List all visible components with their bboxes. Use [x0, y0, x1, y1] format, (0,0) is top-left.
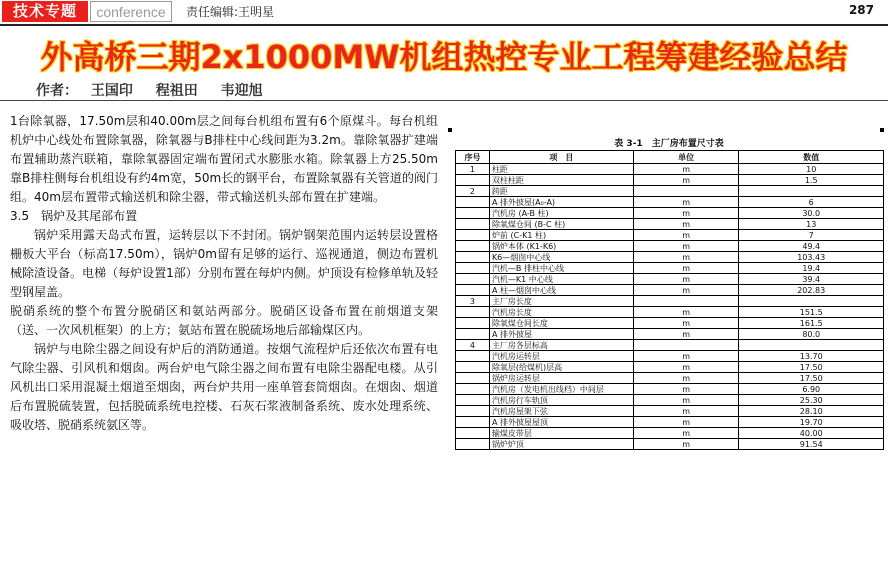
table-cell: m — [633, 219, 739, 230]
table-cell: m — [633, 318, 739, 329]
table-cell: m — [633, 241, 739, 252]
table-cell: m — [633, 395, 739, 406]
table-cell: m — [633, 362, 739, 373]
table-cell — [456, 395, 490, 406]
table-cell — [456, 406, 490, 417]
table-row — [456, 351, 884, 362]
table-cell — [739, 340, 884, 351]
table-row — [456, 340, 884, 351]
table-cell — [456, 285, 490, 296]
table-row — [456, 186, 884, 197]
article-body — [10, 112, 438, 435]
table-row — [456, 428, 884, 439]
dimension-table — [455, 150, 884, 450]
table-cell: 炉前 (C-K1 柱) — [489, 230, 633, 241]
table-cell: 17.50 — [739, 373, 884, 384]
table-cell: 汽机房 (A-B 柱) — [489, 208, 633, 219]
table-cell: 7 — [739, 230, 884, 241]
table-cell: 汽机—B 排柱中心线 — [489, 263, 633, 274]
table-cell: 17.50 — [739, 362, 884, 373]
table-cell: 柱距 — [489, 164, 633, 175]
table-cell — [456, 230, 490, 241]
table-cell: m — [633, 373, 739, 384]
table-cell: m — [633, 274, 739, 285]
table-cell — [456, 274, 490, 285]
table-cell: A 柱—烟囱中心线 — [489, 285, 633, 296]
table-row — [456, 241, 884, 252]
table-cell — [456, 417, 490, 428]
table-cell — [456, 428, 490, 439]
column-header: 项 目 — [489, 151, 633, 164]
table-cell: m — [633, 428, 739, 439]
table-cell: 39.4 — [739, 274, 884, 285]
table-cell: A 排外披屋屋顶 — [489, 417, 633, 428]
table-cell: 汽机房屋架下弦 — [489, 406, 633, 417]
table-cell: m — [633, 230, 739, 241]
table-cell: 80.0 — [739, 329, 884, 340]
table-cell: m — [633, 175, 739, 186]
table-cell: m — [633, 406, 739, 417]
column-marker — [448, 128, 452, 132]
column-header: 数值 — [739, 151, 884, 164]
author-name: 韦迎旭 — [220, 83, 263, 99]
table-cell: K6—烟囱中心线 — [489, 252, 633, 263]
section-tag: 技术专题 — [2, 1, 88, 22]
table-cell — [456, 384, 490, 395]
table-cell — [456, 197, 490, 208]
table-cell — [456, 263, 490, 274]
body-paragraph: 脱硝系统的整个布置分脱硝区和氨站两部分。脱硝区设备布置在前烟道支架（送、一次风机框架）的上方；氨站布置在脱硫场地后部输煤区内。 — [10, 304, 438, 337]
table-row — [456, 164, 884, 175]
table-cell: 汽机房长度 — [489, 307, 633, 318]
table-row — [456, 417, 884, 428]
table-cell: 40.00 — [739, 428, 884, 439]
table-cell: 锅炉房运转层 — [489, 373, 633, 384]
table-row — [456, 384, 884, 395]
table-cell: 锅炉本体 (K1-K6) — [489, 241, 633, 252]
table-cell: m — [633, 439, 739, 450]
table-cell — [456, 362, 490, 373]
table-row — [456, 285, 884, 296]
table-row — [456, 208, 884, 219]
article-title: 外高桥三期2x1000MW机组热控专业工程筹建经验总结 — [40, 38, 848, 76]
table-cell: m — [633, 351, 739, 362]
table-cell — [739, 186, 884, 197]
table-cell — [456, 439, 490, 450]
column-header: 单位 — [633, 151, 739, 164]
table-cell: m — [633, 252, 739, 263]
table-row — [456, 373, 884, 384]
body-paragraph: 1台除氧器，17.50m层和40.00m层之间每台机组布置有6个原煤斗。每台机组机炉中心线处布置除氧器，除氧器与B排柱中心线间距为3.2m。靠除氧器扩建端布置辅助蒸汽联箱，靠除氧器固定端布置闭式水膨胀水箱。除氧器上方25.50m靠B排柱侧每台机组设有约4m宽，50m长的钢平台，布置除氧器有关管道的阀门组。40m层布置带式输送机和除尘器，带式输送机头部布置在扩建端。 — [10, 114, 438, 204]
page-header — [0, 0, 888, 24]
table-cell: 双柱柱距 — [489, 175, 633, 186]
table-cell: A 排外披屋 — [489, 329, 633, 340]
table-cell — [456, 318, 490, 329]
header-rule — [0, 24, 888, 26]
table-cell: 91.54 — [739, 439, 884, 450]
table-row — [456, 329, 884, 340]
table-cell: 6.90 — [739, 384, 884, 395]
table-cell: 汽机房运转层 — [489, 351, 633, 362]
table-row — [456, 252, 884, 263]
table-cell — [456, 307, 490, 318]
table-cell: m — [633, 164, 739, 175]
body-paragraph: 锅炉与电除尘器之间设有炉后的消防通道。按烟气流程炉后还依次布置有电气除尘器、引风机和烟囱。两台炉电气除尘器之间布置有电除尘器配电楼。从引风机出口采用混凝土烟道至烟囱，两台炉共用一座单管套筒烟囱。在烟囱、烟道后布置脱硫装置，包括脱硫系统电控楼、石灰石浆液制备系统、废水处理系统、吸收塔、脱硝系统氨区等。 — [10, 342, 438, 432]
table-cell: 汽机房（发电机出线档）中间层 — [489, 384, 633, 395]
table-cell: m — [633, 208, 739, 219]
column-marker — [880, 128, 884, 132]
table-cell: 1.5 — [739, 175, 884, 186]
table-cell: 输煤皮带层 — [489, 428, 633, 439]
table-cell: 19.70 — [739, 417, 884, 428]
table-cell: m — [633, 329, 739, 340]
table-cell — [456, 219, 490, 230]
table-cell — [456, 252, 490, 263]
table-header-row — [456, 151, 884, 164]
table-cell: m — [633, 384, 739, 395]
table-cell: 13 — [739, 219, 884, 230]
table-cell — [633, 186, 739, 197]
table-cell: A 排外披屋(A₀-A) — [489, 197, 633, 208]
table-cell: 1 — [456, 164, 490, 175]
table-cell: 2 — [456, 186, 490, 197]
table-cell — [456, 351, 490, 362]
table-cell: 除氧煤仓间长度 — [489, 318, 633, 329]
table-cell — [456, 373, 490, 384]
table-cell: 主厂房长度 — [489, 296, 633, 307]
table-row — [456, 362, 884, 373]
page-number: 287 — [848, 3, 874, 17]
table-cell — [633, 296, 739, 307]
author-name: 王国印 — [90, 83, 133, 99]
editor-credit: 责任编辑:王明星 — [186, 5, 275, 19]
table-row — [456, 230, 884, 241]
table-cell: 除氧层(给煤机)层高 — [489, 362, 633, 373]
table-cell: 锅炉炉顶 — [489, 439, 633, 450]
table-cell: m — [633, 285, 739, 296]
table-cell: 19.4 — [739, 263, 884, 274]
body-paragraph: 锅炉采用露天岛式布置，运转层以下不封闭。锅炉钢架范围内运转层设置格栅板大平台（标高17.50m），锅炉0m留有足够的运行、巡视通道，侧边布置机械除渣设备。电梯（每炉设置1部）分别布置在每炉内侧。炉顶设有检修单轨及轻型钢屋盖。 — [10, 228, 438, 299]
table-row — [456, 296, 884, 307]
table-cell: 4 — [456, 340, 490, 351]
table-cell — [456, 208, 490, 219]
table-cell — [739, 296, 884, 307]
table-row — [456, 219, 884, 230]
table-cell: 202.83 — [739, 285, 884, 296]
table-row — [456, 274, 884, 285]
table-cell: 主厂房各层标高 — [489, 340, 633, 351]
table-cell: 汽机房行车轨顶 — [489, 395, 633, 406]
table-cell — [456, 175, 490, 186]
table-cell: m — [633, 263, 739, 274]
table-cell: 跨距 — [489, 186, 633, 197]
table-row — [456, 197, 884, 208]
table-cell: 13.70 — [739, 351, 884, 362]
table-cell — [456, 329, 490, 340]
table-cell: 151.5 — [739, 307, 884, 318]
author-name: 程祖田 — [155, 83, 198, 99]
table-cell — [456, 241, 490, 252]
table-cell: 28.10 — [739, 406, 884, 417]
table-cell: 25.30 — [739, 395, 884, 406]
table-cell: 30.0 — [739, 208, 884, 219]
table-cell: m — [633, 197, 739, 208]
table-cell: 除氧煤仓间 (B-C 柱) — [489, 219, 633, 230]
table-row — [456, 318, 884, 329]
section-heading: 3.5 锅炉及其尾部布置 — [10, 209, 138, 223]
table-row — [456, 395, 884, 406]
table-row — [456, 175, 884, 186]
table-cell: 6 — [739, 197, 884, 208]
table-row — [456, 439, 884, 450]
table-cell — [633, 340, 739, 351]
title-rule — [0, 100, 888, 101]
column-header: 序号 — [456, 151, 490, 164]
table-caption: 表 3-1 主厂房布置尺寸表 — [614, 139, 724, 149]
table-cell: m — [633, 307, 739, 318]
table-cell: 10 — [739, 164, 884, 175]
table-cell: m — [633, 417, 739, 428]
table-row — [456, 406, 884, 417]
table-cell: 103.43 — [739, 252, 884, 263]
table-cell: 161.5 — [739, 318, 884, 329]
table-row — [456, 307, 884, 318]
conference-tag: conference — [90, 1, 172, 22]
author-line — [36, 80, 281, 100]
table-cell: 49.4 — [739, 241, 884, 252]
table-row — [456, 263, 884, 274]
table-cell: 汽机—K1 中心线 — [489, 274, 633, 285]
table-cell: 3 — [456, 296, 490, 307]
author-label: 作者： — [36, 83, 78, 99]
